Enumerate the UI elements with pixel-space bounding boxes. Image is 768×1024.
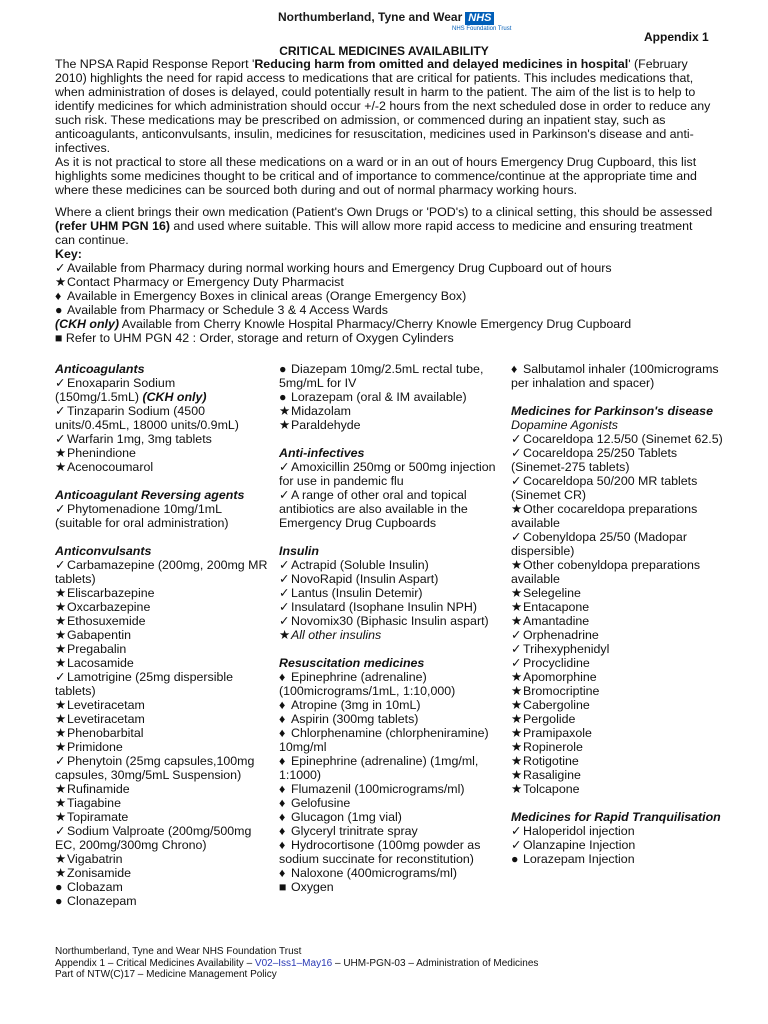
square-icon: ■ — [279, 880, 287, 894]
list-item — [279, 558, 501, 572]
column-2 — [279, 362, 501, 894]
item-text: Hydrocortisone (100mg powder as sodium succinate for reconstitution) — [279, 838, 481, 866]
star-icon: ★ — [511, 502, 523, 516]
item-text: Lacosamide — [67, 656, 134, 670]
dopamine-agonists-subtitle: Dopamine Agonists — [511, 418, 618, 432]
footer-line-3: Part of NTW(C)17 – Medicine Management Policy — [55, 969, 277, 980]
item-text: Eliscarbazepine — [67, 586, 155, 600]
list-item — [55, 726, 270, 740]
list-item — [511, 502, 726, 530]
diamond-icon: ♦ — [279, 824, 286, 838]
section-anti-infectives: Anti-infectives — [279, 446, 365, 460]
list-item — [511, 446, 726, 474]
item-text: Pergolide — [523, 712, 576, 726]
intro-p1-pre: The NPSA Rapid Response Report ' — [55, 57, 255, 71]
star-icon: ★ — [511, 712, 523, 726]
list-item — [279, 670, 501, 698]
list-item — [55, 796, 270, 810]
item-text: Novomix30 (Biphasic Insulin aspart) — [291, 614, 489, 628]
check-icon: ✓ — [55, 824, 66, 838]
diamond-icon: ♦ — [279, 698, 286, 712]
item-text: Glucagon (1mg vial) — [291, 810, 402, 824]
insulin-list — [279, 558, 501, 628]
item-text: Other cobenyldopa preparations available — [511, 558, 701, 586]
item-text: Primidone — [67, 740, 123, 754]
list-item — [55, 754, 270, 782]
anticoagulant-list — [55, 404, 270, 474]
list-item — [511, 614, 726, 628]
trust-subtitle: NHS Foundation Trust — [452, 26, 512, 32]
item-text: Vigabatrin — [67, 852, 123, 866]
appendix-label: Appendix 1 — [644, 30, 709, 44]
list-item — [55, 303, 715, 317]
item-text: Phytomenadione 10mg/1mL (suitable for oral administration) — [55, 502, 229, 530]
item-text: Orphenadrine — [523, 628, 599, 642]
item-text: Phenindione — [67, 446, 136, 460]
trust-logo — [278, 10, 494, 25]
star-icon: ★ — [55, 460, 67, 474]
diamond-icon: ♦ — [279, 866, 286, 880]
check-icon: ✓ — [279, 572, 290, 586]
item-text: Rufinamide — [67, 782, 130, 796]
list-item — [511, 628, 726, 642]
star-icon: ★ — [511, 768, 523, 782]
item-text: Lorazepam (oral & IM available) — [291, 390, 467, 404]
item-text: Available from Pharmacy during normal working hours and Emergency Drug Cupboard out of hours — [67, 261, 612, 275]
list-item — [55, 866, 270, 880]
section-parkinsons: Medicines for Parkinson's disease — [511, 404, 713, 418]
item-text: Topiramate — [67, 810, 129, 824]
list-item — [55, 432, 270, 446]
item-text: Lantus (Insulin Detemir) — [291, 586, 423, 600]
list-item — [511, 432, 726, 446]
star-icon: ★ — [55, 446, 67, 460]
item-text: All other insulins — [291, 628, 382, 642]
circle-icon: ● — [279, 390, 287, 404]
list-item — [511, 824, 726, 838]
star-icon: ★ — [511, 684, 523, 698]
check-icon: ✓ — [511, 446, 522, 460]
list-item — [55, 824, 270, 852]
list-item — [511, 838, 726, 852]
anticonvulsant-list — [55, 558, 270, 908]
diamond-icon: ♦ — [279, 670, 286, 684]
list-item — [55, 670, 270, 698]
list-item — [279, 572, 501, 586]
check-icon: ✓ — [55, 404, 66, 418]
list-item — [511, 670, 726, 684]
item-text: Rotigotine — [523, 754, 579, 768]
item-text: Phenobarbital — [67, 726, 144, 740]
diamond-icon: ♦ — [511, 362, 518, 376]
item-text: Clobazam — [67, 880, 123, 894]
item-text: Flumazenil (100micrograms/ml) — [291, 782, 465, 796]
list-item — [279, 824, 501, 838]
diamond-icon: ♦ — [279, 782, 286, 796]
item-text: Lorazepam Injection — [523, 852, 635, 866]
check-icon: ✓ — [511, 530, 522, 544]
list-item — [55, 600, 270, 614]
star-icon: ★ — [55, 866, 67, 880]
anticonvulsant-continued-list — [279, 362, 501, 432]
key-ckh-text: Available from Cherry Knowle Hospital Pharmacy/Cherry Knowle Emergency Drug Cupboard — [119, 317, 632, 331]
item-text: Midazolam — [291, 404, 351, 418]
star-icon: ★ — [511, 600, 523, 614]
item-text: Procyclidine — [523, 656, 590, 670]
key-list — [55, 261, 715, 317]
list-item — [55, 894, 270, 908]
intro-paragraph-1 — [55, 57, 715, 155]
item-text: Zonisamide — [67, 866, 132, 880]
star-icon: ★ — [279, 404, 291, 418]
item-text: Amoxicillin 250mg or 500mg injection for use in pandemic flu — [279, 460, 496, 488]
check-icon: ✓ — [511, 824, 522, 838]
list-item — [55, 810, 270, 824]
list-item — [279, 698, 501, 712]
list-item — [279, 782, 501, 796]
column-3 — [511, 362, 726, 866]
check-icon: ✓ — [55, 670, 66, 684]
item-text: Haloperidol injection — [523, 824, 635, 838]
check-icon: ✓ — [511, 628, 522, 642]
key-ckh — [55, 317, 715, 331]
trust-name: Northumberland, Tyne and Wear — [278, 10, 463, 24]
intro-paragraph-2: As it is not practical to store all these medications on a ward or in an out of hours Emergency Drug Cupboard, this list highlights some medicines thought to be critical and of importance to commence/continue at the appropriate time and where these medicines can be sourced both during and out of normal pharmacy working hours. — [55, 155, 697, 197]
intro-section — [55, 57, 715, 345]
star-icon: ★ — [279, 418, 291, 432]
item-text: Cabergoline — [523, 698, 590, 712]
list-item — [279, 460, 501, 488]
item-text: Phenytoin (25mg capsules,100mg capsules, 30mg/5mL Suspension) — [55, 754, 255, 782]
list-item — [511, 558, 726, 586]
list-item — [55, 446, 270, 460]
ckh-only-label: (CKH only) — [142, 390, 207, 404]
list-item — [511, 712, 726, 726]
item-text: Clonazepam — [67, 894, 137, 908]
item-text: Levetiracetam — [67, 712, 145, 726]
intro-p3-pre: Where a client brings their own medication (Patient's Own Drugs or 'POD's) to a clinical setting, this should be assessed — [55, 205, 713, 219]
list-item — [511, 586, 726, 600]
list-item — [279, 880, 501, 894]
circle-icon: ● — [55, 880, 63, 894]
circle-icon: ● — [55, 303, 63, 317]
item-text: Pramipaxole — [523, 726, 592, 740]
item-text: Actrapid (Soluble Insulin) — [291, 558, 429, 572]
list-item — [511, 362, 726, 390]
item-text: Levetiracetam — [67, 698, 145, 712]
check-icon: ✓ — [279, 488, 290, 502]
item-text: Oxygen — [291, 880, 334, 894]
list-item — [55, 712, 270, 726]
list-item — [279, 390, 501, 404]
resuscitation-continued-list — [511, 362, 726, 390]
diamond-icon: ♦ — [279, 712, 286, 726]
item-text: Olanzapine Injection — [523, 838, 636, 852]
item-text: Chlorphenamine (chlorpheniramine) 10mg/ml — [279, 726, 489, 754]
footer-line-1: Northumberland, Tyne and Wear NHS Foundation Trust — [55, 946, 302, 957]
list-item — [55, 261, 715, 275]
section-reversing-agents: Anticoagulant Reversing agents — [55, 488, 245, 502]
star-icon: ★ — [511, 614, 523, 628]
check-icon: ✓ — [279, 600, 290, 614]
list-item — [55, 614, 270, 628]
star-icon: ★ — [511, 698, 523, 712]
check-icon: ✓ — [55, 432, 66, 446]
check-icon: ✓ — [55, 502, 66, 516]
list-item — [279, 866, 501, 880]
item-text: Cobenyldopa 25/50 (Madopar dispersible) — [511, 530, 687, 558]
item-text: Aspirin (300mg tablets) — [291, 712, 419, 726]
footer-line-2-post: – UHM-PGN-03 – Administration of Medicines — [332, 957, 539, 969]
page-title: CRITICAL MEDICINES AVAILABILITY — [279, 44, 489, 58]
diamond-icon: ♦ — [55, 289, 62, 303]
item-text: Pregabalin — [67, 642, 127, 656]
list-item — [279, 712, 501, 726]
parkinsons-list — [511, 432, 726, 796]
list-item — [55, 586, 270, 600]
item-text: Tiagabine — [67, 796, 121, 810]
list-item — [55, 740, 270, 754]
footer — [55, 946, 538, 981]
resuscitation-list — [279, 670, 501, 894]
list-item — [511, 726, 726, 740]
star-icon: ★ — [511, 740, 523, 754]
list-item — [511, 782, 726, 796]
anti-infectives-list — [279, 460, 501, 530]
list-item — [279, 404, 501, 418]
check-icon: ✓ — [279, 614, 290, 628]
list-item — [55, 628, 270, 642]
circle-icon: ● — [55, 894, 63, 908]
star-icon: ★ — [55, 642, 67, 656]
item-text: Rasaligine — [523, 768, 581, 782]
star-icon: ★ — [55, 275, 67, 289]
list-item — [55, 289, 715, 303]
diamond-icon: ♦ — [279, 838, 286, 852]
star-icon: ★ — [279, 628, 291, 642]
item-text: Selegeline — [523, 586, 581, 600]
item-text: Atropine (3mg in 10mL) — [291, 698, 421, 712]
star-icon: ★ — [55, 796, 67, 810]
footer-line-2-pre: Appendix 1 – Critical Medicines Availability – — [55, 957, 255, 969]
list-item — [55, 852, 270, 866]
circle-icon: ● — [279, 362, 287, 376]
star-icon: ★ — [55, 614, 67, 628]
list-item — [55, 880, 270, 894]
item-text: Cocareldopa 12.5/50 (Sinemet 62.5) — [523, 432, 723, 446]
item-text: Warfarin 1mg, 3mg tablets — [67, 432, 212, 446]
item-text: Cocareldopa 25/250 Tablets (Sinemet-275 tablets) — [511, 446, 678, 474]
item-text: Apomorphine — [523, 670, 597, 684]
list-item — [279, 810, 501, 824]
list-item — [511, 698, 726, 712]
list-item — [279, 628, 501, 642]
key-oxygen-text: Refer to UHM PGN 42 : Order, storage and return of Oxygen Cylinders — [62, 331, 454, 345]
check-icon: ✓ — [279, 586, 290, 600]
list-item — [511, 852, 726, 866]
item-text: Available in Emergency Boxes in clinical areas (Orange Emergency Box) — [67, 289, 467, 303]
star-icon: ★ — [55, 628, 67, 642]
star-icon: ★ — [55, 852, 67, 866]
item-text: Glyceryl trinitrate spray — [291, 824, 418, 838]
footer-line-2 — [55, 958, 538, 970]
check-icon: ✓ — [511, 432, 522, 446]
list-item — [511, 740, 726, 754]
item-text: Sodium Valproate (200mg/500mg EC, 200mg/300mg Chrono) — [55, 824, 252, 852]
item-text: Naloxone (400micrograms/ml) — [291, 866, 457, 880]
star-icon: ★ — [55, 810, 67, 824]
square-icon: ■ — [55, 331, 63, 345]
star-icon: ★ — [55, 712, 67, 726]
list-item — [511, 684, 726, 698]
star-icon: ★ — [55, 782, 67, 796]
item-text: Tinzaparin Sodium (4500 units/0.45mL, 18000 units/0.9mL) — [55, 404, 239, 432]
item-text: Epinephrine (adrenaline) (100micrograms/1mL, 1:10,000) — [279, 670, 456, 698]
item-text: Salbutamol inhaler (100micrograms per inhalation and spacer) — [511, 362, 719, 390]
column-1 — [55, 362, 270, 908]
key-ckh-label: (CKH only) — [55, 317, 120, 331]
star-icon: ★ — [55, 586, 67, 600]
section-anticonvulsants: Anticonvulsants — [55, 544, 152, 558]
list-item — [511, 656, 726, 670]
key-oxygen — [55, 331, 715, 345]
list-item — [55, 642, 270, 656]
list-item — [511, 642, 726, 656]
list-item — [55, 558, 270, 586]
section-anticoagulants: Anticoagulants — [55, 362, 145, 376]
item-text: Lamotrigine (25mg dispersible tablets) — [55, 670, 233, 698]
check-icon: ✓ — [511, 656, 522, 670]
item-text: Tolcapone — [523, 782, 580, 796]
list-item — [511, 754, 726, 768]
star-icon: ★ — [511, 782, 523, 796]
item-text: NovoRapid (Insulin Aspart) — [291, 572, 439, 586]
list-item — [279, 614, 501, 628]
item-text: Carbamazepine (200mg, 200mg MR tablets) — [55, 558, 268, 586]
star-icon: ★ — [511, 670, 523, 684]
list-item — [511, 530, 726, 558]
list-item — [279, 586, 501, 600]
list-item — [55, 656, 270, 670]
star-icon: ★ — [55, 740, 67, 754]
section-insulin: Insulin — [279, 544, 319, 558]
check-icon: ✓ — [55, 558, 66, 572]
list-item — [279, 726, 501, 754]
intro-p3-ref: (refer UHM PGN 16) — [55, 219, 170, 233]
list-item — [279, 418, 501, 432]
item-text: (150mg/1.5mL) — [55, 390, 143, 404]
star-icon: ★ — [511, 558, 523, 572]
item-text: Ethosuxemide — [67, 614, 146, 628]
list-item — [279, 838, 501, 866]
item-text: Contact Pharmacy or Emergency Duty Pharmacist — [67, 275, 344, 289]
item-text: Gelofusine — [291, 796, 351, 810]
list-item — [279, 796, 501, 810]
list-item — [279, 488, 501, 530]
item-text: Insulatard (Isophane Insulin NPH) — [291, 600, 477, 614]
list-item — [511, 768, 726, 782]
section-rapid-tranquilisation: Medicines for Rapid Tranquilisation — [511, 810, 721, 824]
list-item — [511, 600, 726, 614]
check-icon: ✓ — [55, 376, 66, 390]
check-icon: ✓ — [511, 838, 522, 852]
item-text: Available from Pharmacy or Schedule 3 & 4 Access Wards — [67, 303, 388, 317]
star-icon: ★ — [55, 600, 67, 614]
list-item — [55, 275, 715, 289]
star-icon: ★ — [511, 726, 523, 740]
key-title: Key: — [55, 247, 82, 261]
intro-p3-post: and used where suitable. This will allow more rapid access to medicine and ensuring treatment can continue. — [55, 219, 693, 247]
item-text: Amantadine — [523, 614, 590, 628]
item-text: Entacapone — [523, 600, 590, 614]
diamond-icon: ♦ — [279, 810, 286, 824]
item-text: Trihexyphenidyl — [523, 642, 610, 656]
star-icon: ★ — [511, 586, 523, 600]
rapid-tranquilisation-list — [511, 824, 726, 866]
check-icon: ✓ — [279, 558, 290, 572]
list-item — [55, 404, 270, 432]
circle-icon: ● — [511, 852, 519, 866]
item-text: Ropinerole — [523, 740, 583, 754]
item-text: Bromocriptine — [523, 684, 600, 698]
item-text: A range of other oral and topical antibiotics are also available in the Emergency Drug Cupboards — [279, 488, 468, 530]
check-icon: ✓ — [511, 474, 522, 488]
list-item — [279, 600, 501, 614]
diamond-icon: ♦ — [279, 726, 286, 740]
reversing-list — [55, 502, 270, 530]
item-text: Enoxaparin Sodium — [67, 376, 176, 390]
footer-version: V02–Iss1–May16 — [254, 957, 333, 969]
intro-p1-post: ' (February 2010) highlights the need for rapid access to medications that are critical for patients. This includes medications that, when administration of doses is delayed, could potentially result in harm to the patient. The aim of the list is to help to identify medicines for which administration should occur +/-2 hours from the next scheduled dose in order to reduce any such risk. These medications may be prescribed on admission, or commenced during an inpatient stay, such as anticoagulants, anticonvulsants, insulin, medicines for resuscitation, medicines used in Parkinson's disease and anti-infectives. — [55, 57, 711, 155]
star-icon: ★ — [511, 754, 523, 768]
item-text: Acenocoumarol — [67, 460, 154, 474]
star-icon: ★ — [55, 656, 67, 670]
item-text: Oxcarbazepine — [67, 600, 151, 614]
item-text: Other cocareldopa preparations available — [511, 502, 698, 530]
item-text: Paraldehyde — [291, 418, 361, 432]
list-item — [55, 782, 270, 796]
item-text: Gabapentin — [67, 628, 132, 642]
section-resuscitation: Resuscitation medicines — [279, 656, 425, 670]
intro-p1-report-title: Reducing harm from omitted and delayed medicines in hospital — [254, 57, 629, 71]
list-item — [55, 376, 270, 390]
list-item — [511, 474, 726, 502]
check-icon: ✓ — [55, 261, 66, 275]
item-text: Epinephrine (adrenaline) (1mg/ml, 1:1000) — [279, 754, 479, 782]
list-item — [279, 362, 501, 390]
star-icon: ★ — [55, 726, 67, 740]
star-icon: ★ — [55, 698, 67, 712]
item-text: Diazepam 10mg/2.5mL rectal tube, 5mg/mL for IV — [279, 362, 484, 390]
list-item — [55, 460, 270, 474]
nhs-badge: NHS — [465, 12, 494, 25]
list-item — [55, 502, 270, 530]
diamond-icon: ♦ — [279, 754, 286, 768]
item-text: Cocareldopa 50/200 MR tablets (Sinemet CR) — [511, 474, 698, 502]
list-item — [55, 390, 270, 404]
diamond-icon: ♦ — [279, 796, 286, 810]
check-icon: ✓ — [55, 754, 66, 768]
check-icon: ✓ — [511, 642, 522, 656]
check-icon: ✓ — [279, 460, 290, 474]
list-item — [279, 754, 501, 782]
intro-paragraph-3 — [55, 205, 715, 247]
list-item — [55, 698, 270, 712]
